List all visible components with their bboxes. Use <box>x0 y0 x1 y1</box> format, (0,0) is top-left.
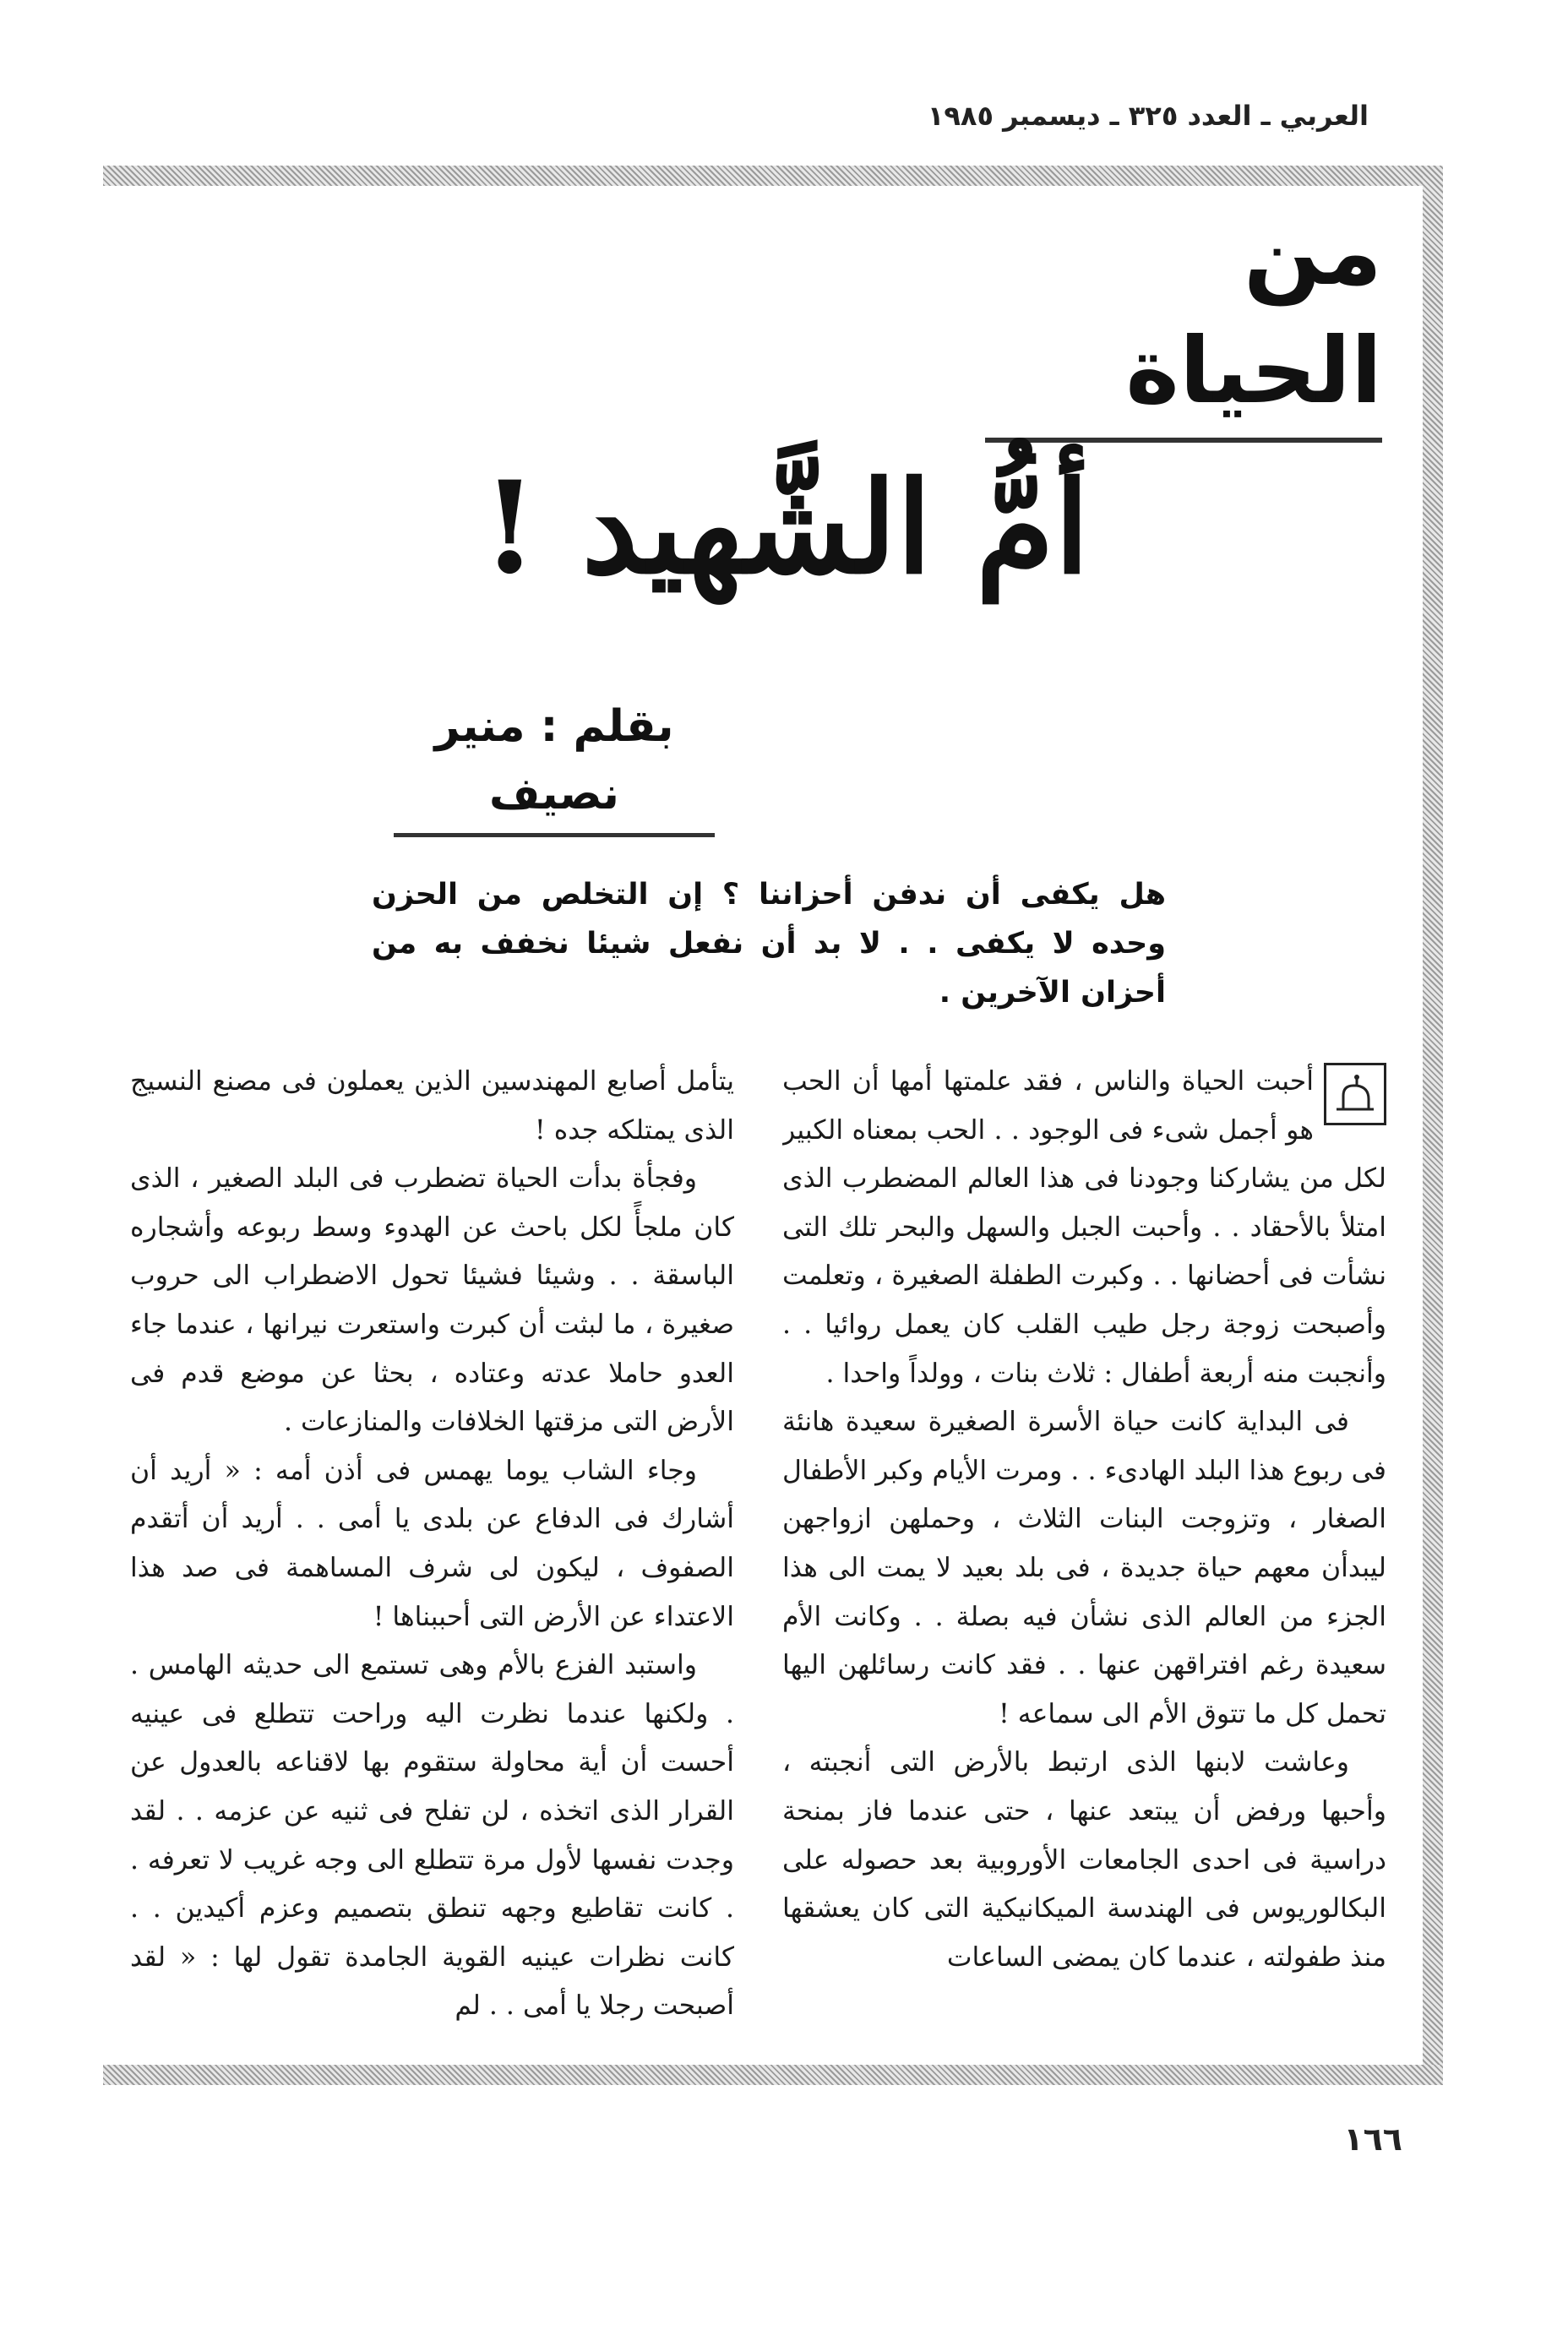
paragraph: فى البداية كانت حياة الأسرة الصغيرة سعيدة هانئة فى ربوع هذا البلد الهادىء . . ومرت الأيام وكبر الأطفال الصغار ، وتزوجت البنات الثلاث ، وحملهن ازواجهن ليبدأن معهم حياة جديدة ، فى بلد بعيد لا يمت الى هذا الجزء من العالم الذى نشأن فيه بصلة . . وكانت الأم سعيدة رغم افتراقهن عنها . . فقد كانت رسائلهن اليها تحمل كل ما تتوق الأم الى سماعه ! <box>782 1407 1386 1729</box>
article-column-left <box>130 1058 734 2072</box>
article-title: أمُّ الشَّهيد ! <box>482 454 1090 602</box>
paragraph: يتأمل أصابع المهندسين الذين يعملون فى مصنع النسيج الذى يمتلكه جده ! <box>130 1066 734 1146</box>
section-title: من الحياة <box>985 194 1382 443</box>
section-logo-icon <box>1324 1063 1386 1125</box>
page-number: ١٦٦ <box>1343 2121 1402 2158</box>
frame-right-bar <box>1423 166 1443 2085</box>
article-column-right <box>782 1058 1386 2072</box>
issue-header: العربي ـ العدد ٣٢٥ ـ ديسمبر ١٩٨٥ <box>927 100 1369 132</box>
paragraph: أحبت الحياة والناس ، فقد علمتها أمها أن الحب هو أجمل شىء فى الوجود . . الحب بمعناه الكبير لكل من يشاركنا وجودنا فى هذا العالم المضطرب الذى امتلأ بالأحقاد . . وأحبت الجبل والسهل والبحر تلك التى نشأت فى أحضانها . . وكبرت الطفلة الصغيرة ، وتعلمت وأصبحت زوجة رجل طيب القلب كان يعمل روائيا . . وأنجبت منه أربعة أطفال : ثلاث بنات ، وولداً واحدا . <box>782 1058 1386 1398</box>
paragraph: وعاشت لابنها الذى ارتبط بالأرض التى أنجبته ، وأحبها ورفض أن يبتعد عنها ، حتى عندما فاز بمنحة دراسية فى احدى الجامعات الأوروبية بعد حصوله على البكالوريوس فى الهندسة الميكانيكية التى كان يعشقها منذ طفولته ، عندما كان يمضى الساعات <box>782 1747 1386 1973</box>
paragraph: وفجأة بدأت الحياة تضطرب فى البلد الصغير ، الذى كان ملجأً لكل باحث عن الهدوء وسط ربوعه وأشجاره الباسقة . . وشيئا فشيئا تحول الاضطراب الى حروب صغيرة ، ما لبثت أن كبرت واستعرت نيرانها ، عندما جاء العدو حاملا عدته وعتاده ، بحثا عن موضع قدم فى الأرض التى مزقتها الخلافات والمنازعات . <box>130 1163 734 1438</box>
article-byline: بقلم : منير نصيف <box>394 693 715 837</box>
paragraph: واستبد الفزع بالأم وهى تستمع الى حديثه الهامس . . ولكنها عندما نظرت اليه وراحت تتطلع فى عينيه أحست أن أية محاولة ستقوم بها لاقناعه بالعدول عن القرار الذى اتخذه ، لن تفلح فى ثنيه عن عزمه . . لقد وجدت نفسها لأول مرة تتطلع الى وجه غريب لا تعرفه . . كانت تقاطيع وجهه تنطق بتصميم وعزم أكيدين . . كانت نظرات عينيه القوية الجامدة تقول لها : « لقد أصبحت رجلا يا أمى . . لم <box>130 1650 734 2022</box>
frame-top-bar <box>103 166 1443 186</box>
article-intro: هل يكفى أن ندفن أحزاننا ؟ إن التخلص من الحزن وحده لا يكفى . . لا بد أن نفعل شيئا نخفف به من أحزان الآخرين . <box>372 878 1166 1010</box>
paragraph: وجاء الشاب يوما يهمس فى أذن أمه : « أريد أن أشارك فى الدفاع عن بلدى يا أمى . . أريد أن أتقدم الصفوف ، ليكون لى شرف المساهمة فى صد هذا الاعتداء عن الأرض التى أحببناها ! <box>130 1455 734 1632</box>
